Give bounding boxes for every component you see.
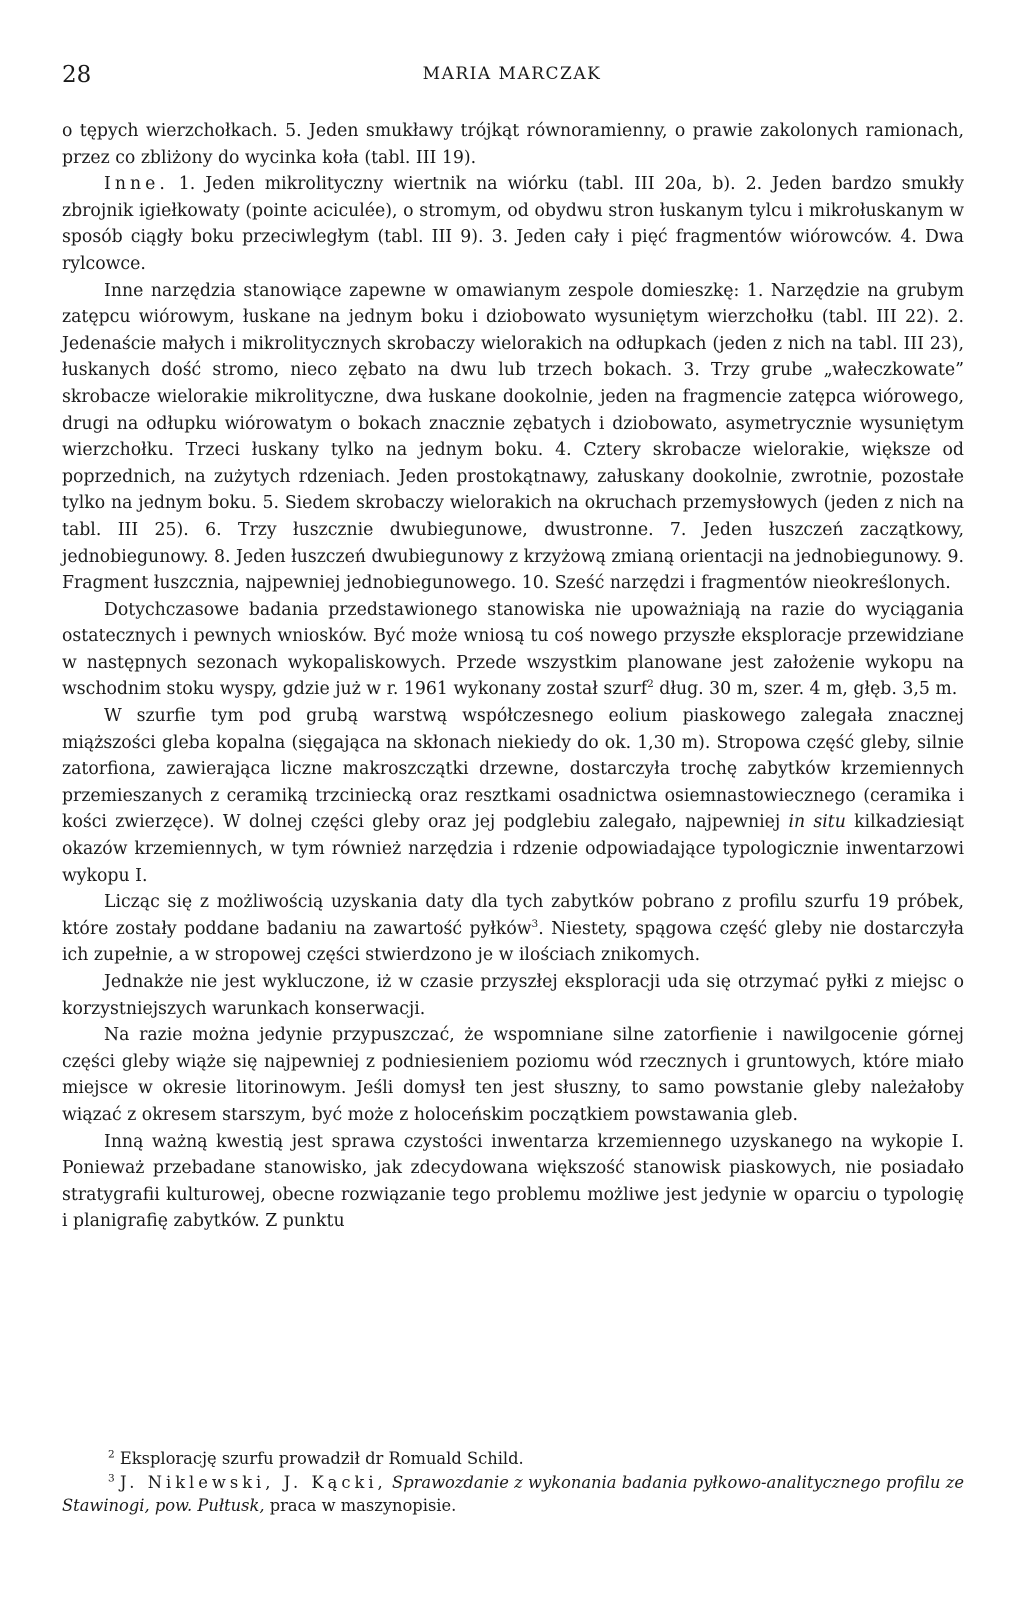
- paragraph-8: Na razie można jedynie przypuszczać, że wspomniane silne zatorfienie i nawilgocenie górnej części gleby wiąże się najpewniej z podniesieniem poziomu wód rzecznych i gruntowych, które miało miejsce w okresie litorinowym. Jeśli domysł ten jest słuszny, to samo powstanie gleby należałoby wiązać z okresem starszym, być może z holoceńskim początkiem powstawania gleb.: [62, 1025, 964, 1125]
- footnote-ref-2: 2: [647, 678, 654, 691]
- paragraph-3: Inne narzędzia stanowiące zapewne w omawianym zespole domieszkę: 1. Narzędzie na grubym zatępcu wiórowym, łuskane na jednym boku i dziobowato wysuniętym wierzchołku (tabl. III 22). 2. Jedenaście małych i mikrolitycznych skrobaczy wielorakich na odłupkach (jeden z nich na tabl. III 23), łuskanych dość stromo, nieco zębato na dwu lub trzech bokach. 3. Trzy grube „wałeczkowate” skrobacze wielorakie mikrolityczne, dwa łuskane dookolnie, jeden na fragmencie zatępca wiórowego, drugi na odłupku wiórowatym o bokach znacznie zębatych i dziobowato, asymetrycznie wysuniętym wierzchołku. Trzeci łuskany tylko na jednym boku. 4. Cztery skrobacze wielorakie, większe od poprzednich, na zużytych rdzeniach. Jeden prostokątnawy, załuskany dookolnie, zwrotnie, pozostałe tylko na jednym boku. 5. Siedem skrobaczy wielorakich na okruchach przemysłowych (jeden z nich na tabl. III 25). 6. Trzy łuszcznie dwubiegunowe, dwustronne. 7. Jeden łuszczeń zaczątkowy, jednobiegunowy. 8. Jeden łuszczeń dwubiegunowy z krzyżową zmianą orientacji na jednobiegunowy. 9. Fragment łuszcznia, najpewniej jednobiegunowego. 10. Sześć narzędzi i fragmentów nieokreślonych.: [62, 280, 964, 594]
- footnote-ref-3: 3: [531, 918, 539, 931]
- paragraph-6-text-a: Licząc się z możliwością uzyskania daty dla tych zabytków pobrano z profilu szurfu 19 próbek, które zostały poddane badaniu na zawartość pyłków: [62, 892, 964, 939]
- page-header: [62, 58, 962, 98]
- footnote-3: [62, 1471, 964, 1518]
- paragraph-5-text-b: kilkadziesiąt okazów krzemiennych, w tym również narzędzia i rdzenie odpowiadające typologicznie inwentarzowi wykopu I.: [62, 812, 965, 886]
- paragraph-4: [62, 597, 964, 703]
- paragraph-2: [62, 171, 964, 277]
- footnotes: [62, 1447, 964, 1518]
- paragraph-6-text-b: . Niestety, spągowa część gleby nie dostarczyła ich zupełnie, a w stropowej części stwierdzono je w ilościach znikomych.: [62, 918, 964, 966]
- page-number: 28: [62, 62, 92, 88]
- inne-heading: Inne.: [104, 174, 169, 195]
- footnote-2-mark: 2: [108, 1448, 115, 1461]
- paragraph-9: Inną ważną kwestią jest sprawa czystości inwentarza krzemiennego uzyskanego na wykopie I. Ponieważ przebadane stanowisko, jak zdecydowana większość stanowisk piaskowych, nie posiadało stratygrafii kulturowej, obecne rozwiązanie tego problemu możliwe jest jedynie w oparciu o typologię i planigrafię zabytków. Z punktu: [62, 1131, 964, 1232]
- paragraph-1: o tępych wierzchołkach. 5. Jeden smukławy trójkąt równoramienny, o prawie zakolonych ramionach, przez co zbliżony do wycinka koła (tabl. III 19).: [62, 121, 964, 168]
- paragraph-2-text: 1. Jeden mikrolityczny wiertnik na wiórku (tabl. III 20a, b). 2. Jeden bardzo smukły zbrojnik igiełkowaty (pointe aciculée), o stromym, od obydwu stron łuskanym tylcu i mikrołuskanym w sposób ciągły boku przeciwległym (tabl. III 9). 3. Jeden cały i pięć fragmentów wiórowców. 4. Dwa rylcowce.: [62, 174, 964, 274]
- footnote-2: [62, 1447, 964, 1471]
- footnote-3-author-2: J. Kącki,: [274, 1472, 387, 1492]
- footnote-3-rest: praca w maszynopisie.: [264, 1496, 457, 1515]
- running-head: MARIA MARCZAK: [422, 64, 602, 84]
- footnote-3-mark: 3: [108, 1472, 115, 1485]
- paragraph-5-italic: in situ: [788, 812, 846, 833]
- footnote-3-title: Sprawozdanie z wykonania badania pyłkowo-analitycznego profilu ze Stawinogi, pow. Pułtusk,: [62, 1472, 964, 1515]
- paragraph-5-text-a: W szurfie tym pod grubą warstwą współczesnego eolium piaskowego zalegała znacznej miąższości gleba kopalna (sięgająca na skłonach niekiedy do ok. 1,30 m). Stropowa część gleby, silnie zatorfiona, zawierająca liczne makroszczątki drzewne, dostarczyła trochę zabytków krzemiennych przemieszanych z ceramiką trzciniecką oraz resztkami osadnictwa osiemnastowiecznego (ceramika i kości zwierzęce). W dolnej części gleby oraz jej podglebiu zalegało, najpewniej: [62, 706, 964, 833]
- paragraph-7: Jednakże nie jest wykluczone, iż w czasie przyszłej eksploracji uda się otrzymać pyłki z miejsc o korzystniejszych warunkach konserwacji.: [62, 972, 964, 1019]
- footnote-3-author-1: J. Niklewski,: [120, 1472, 275, 1492]
- paragraph-4-text-b: dług. 30 m, szer. 4 m, głęb. 3,5 m.: [653, 679, 958, 700]
- footnote-2-text: Eksplorację szurfu prowadził dr Romuald Schild.: [114, 1449, 524, 1468]
- paragraph-6: [62, 889, 964, 969]
- paragraph-5: [62, 703, 964, 889]
- paragraph-4-text-a: Dotychczasowe badania przedstawionego stanowiska nie upoważniają na razie do wyciągania ostatecznych i pewnych wniosków. Być może wniosą tu coś nowego przyszłe eksploracje przewidziane w następnych sezonach wykopaliskowych. Przede wszystkim planowane jest założenie wykopu na wschodnim stoku wyspy, gdzie już w r. 1961 wykonany został szurf: [62, 599, 964, 700]
- main-text: [62, 118, 964, 1235]
